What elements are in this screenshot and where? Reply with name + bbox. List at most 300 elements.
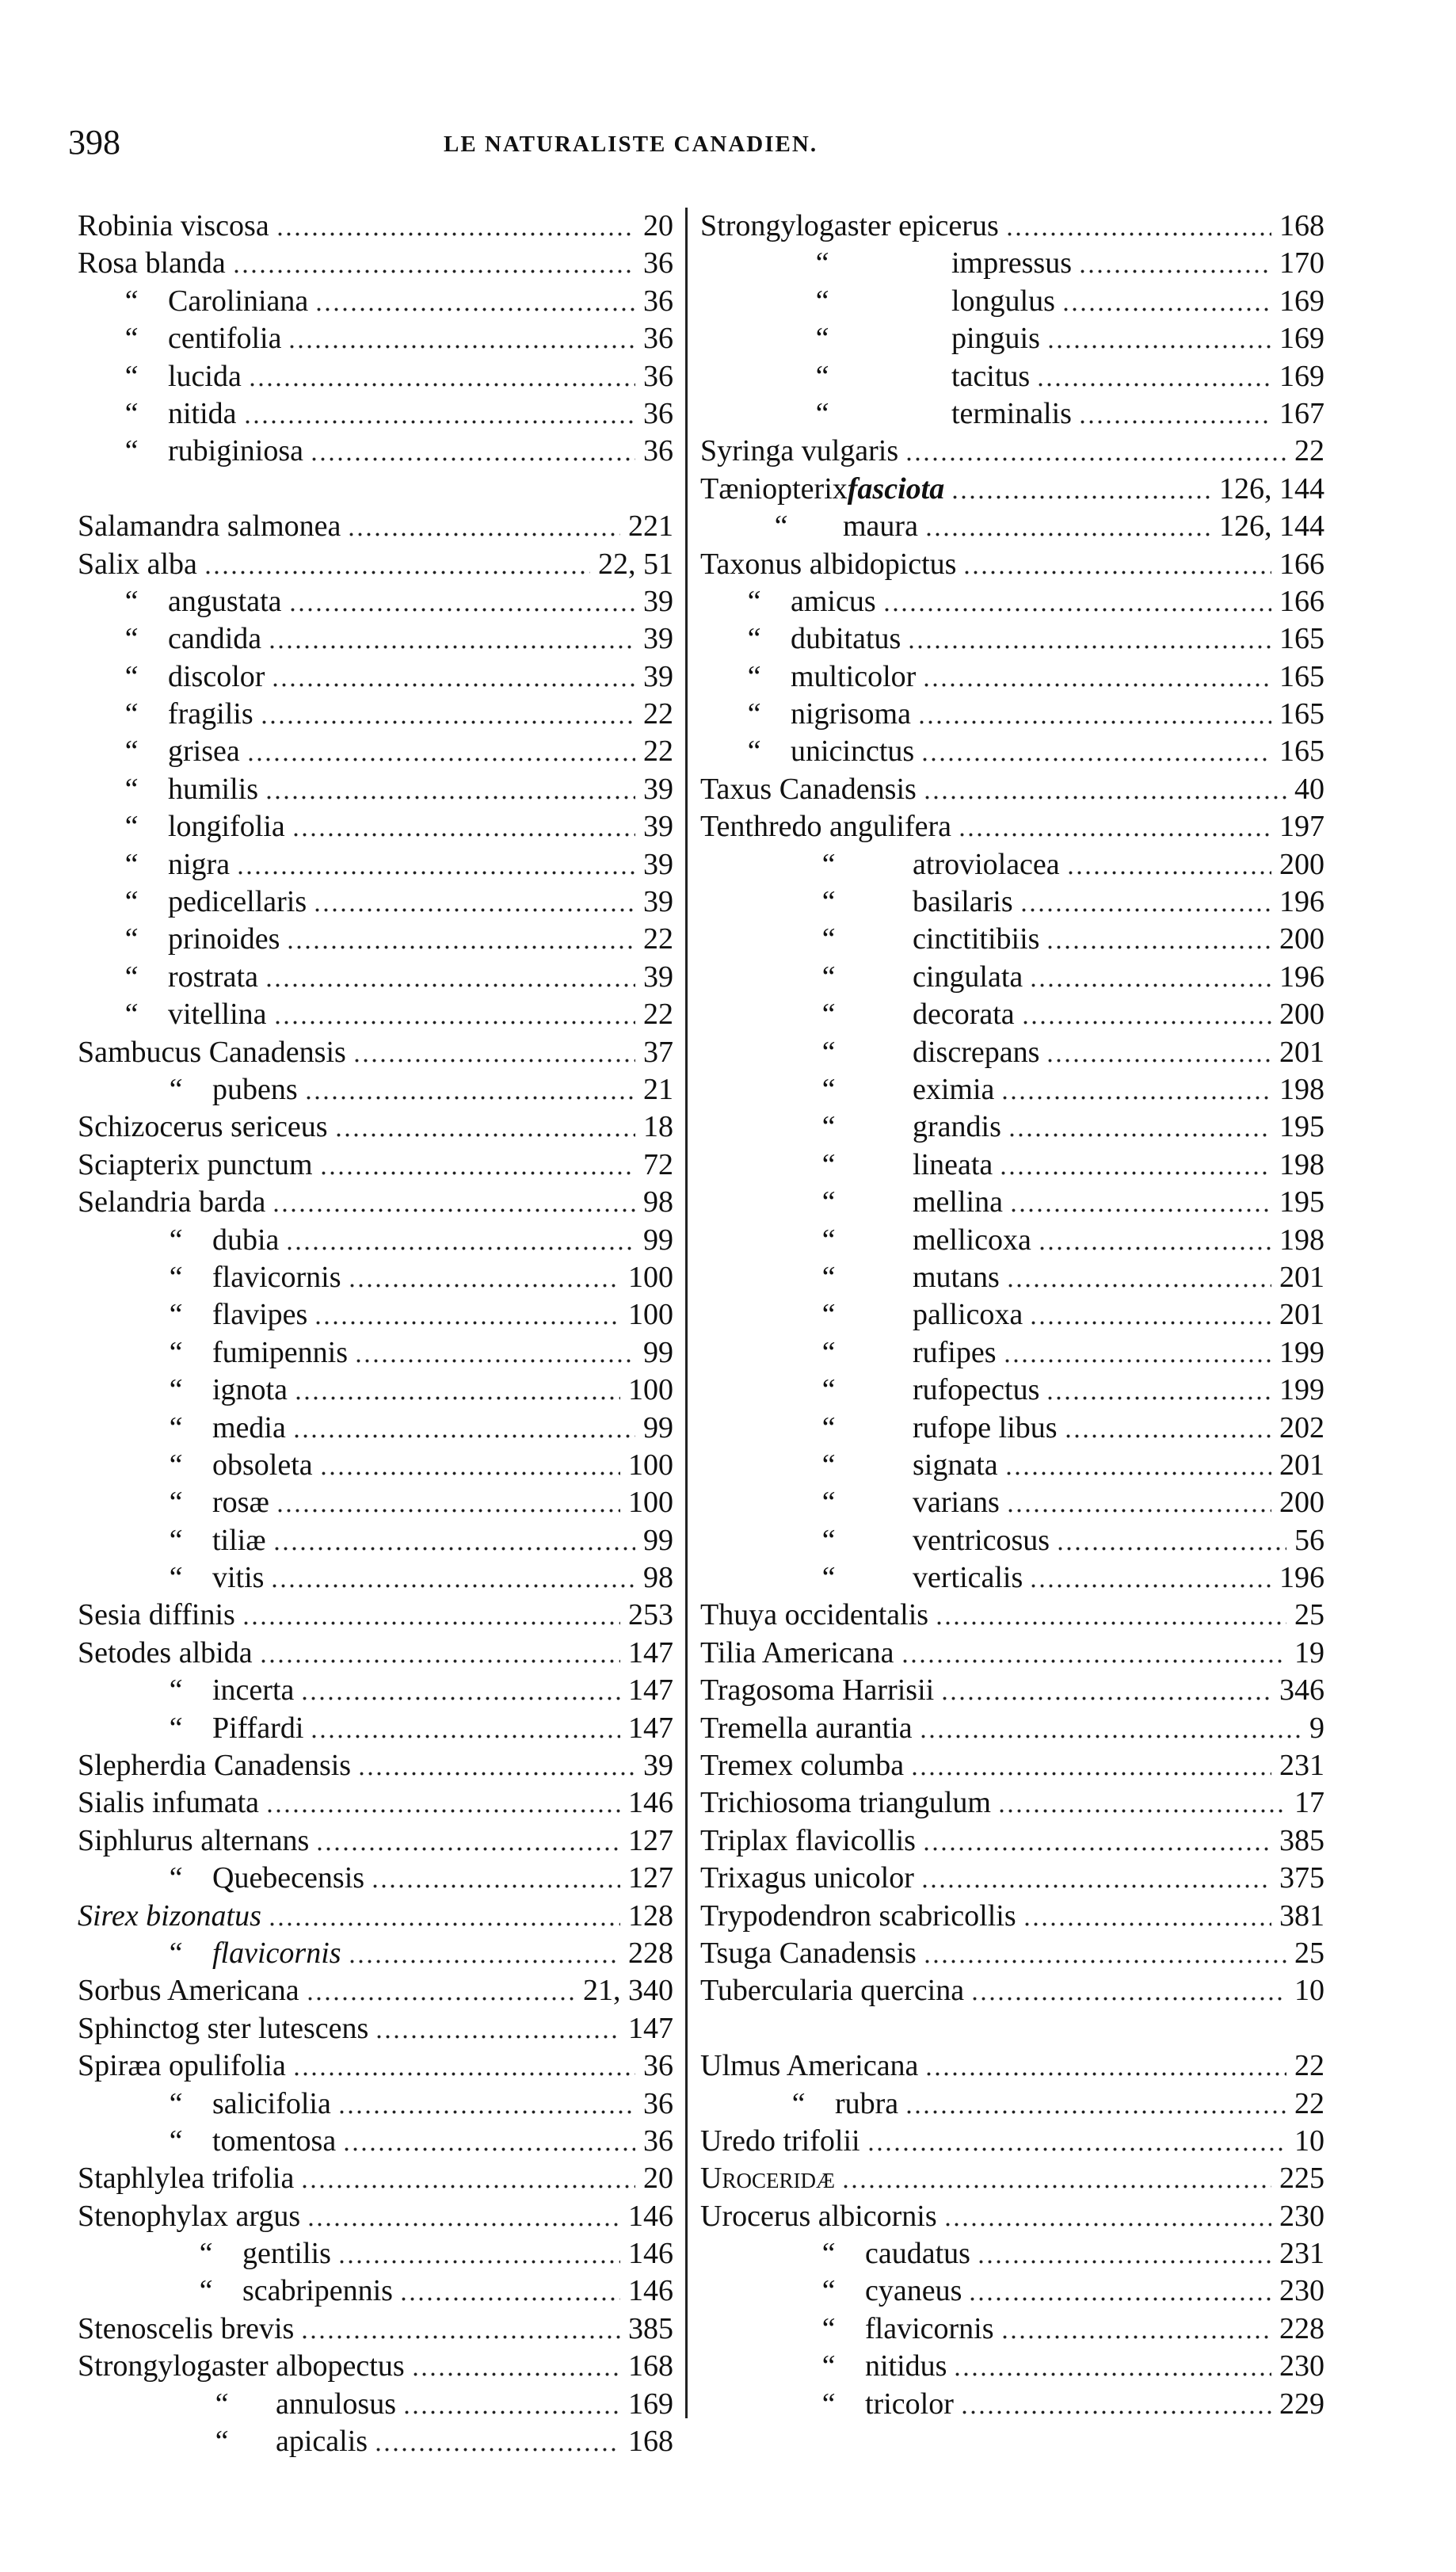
index-entry bbox=[700, 1784, 1325, 1822]
entry-name: “ rufopectus bbox=[819, 1373, 1040, 1407]
index-entry bbox=[700, 1522, 1325, 1559]
entry-name: “ longifolia bbox=[122, 810, 285, 844]
index-entry bbox=[78, 1898, 673, 1935]
index-entry bbox=[700, 733, 1325, 770]
dot-leader bbox=[411, 2372, 620, 2376]
entry-page-number: 100 bbox=[628, 1260, 673, 1294]
dot-leader bbox=[292, 2072, 635, 2076]
index-entry bbox=[700, 771, 1325, 808]
entry-page-number: 168 bbox=[628, 2349, 673, 2383]
entry-name: “ obsoleta bbox=[166, 1448, 313, 1482]
dot-leader bbox=[236, 871, 635, 875]
index-entry bbox=[78, 1597, 673, 1634]
dot-leader bbox=[1003, 1359, 1271, 1363]
entry-name: Tremex columba bbox=[700, 1749, 905, 1783]
index-entry bbox=[700, 1935, 1325, 1972]
entry-page-number: 128 bbox=[628, 1898, 673, 1933]
dot-leader bbox=[342, 2147, 635, 2151]
index-entry bbox=[78, 546, 673, 583]
index-entry bbox=[700, 320, 1325, 357]
entry-page-number: 100 bbox=[628, 1448, 673, 1482]
index-entry bbox=[700, 283, 1325, 320]
entry-name: “ pallicoxa bbox=[819, 1298, 1023, 1332]
entry-name: Trixagus unicolor bbox=[700, 1861, 914, 1895]
dot-leader bbox=[1006, 1284, 1271, 1288]
column-divider bbox=[685, 208, 688, 2418]
entry-page-number: 169 bbox=[1279, 322, 1325, 356]
entry-page-number: 36 bbox=[643, 359, 673, 393]
index-entry bbox=[700, 546, 1325, 583]
entry-name: “ humilis bbox=[122, 772, 259, 806]
section-spacer bbox=[700, 2010, 1325, 2047]
entry-name: “ verticalis bbox=[819, 1561, 1023, 1595]
entry-name: “ grisea bbox=[122, 735, 240, 769]
index-entry bbox=[700, 2198, 1325, 2235]
entry-name: “ tomentosa bbox=[166, 2124, 337, 2158]
dot-leader bbox=[1029, 1321, 1271, 1325]
entry-name: “ salicifolia bbox=[166, 2086, 331, 2120]
entry-name: Tsuga Canadensis bbox=[700, 1936, 917, 1970]
entry-page-number: 100 bbox=[628, 1486, 673, 1520]
dot-leader bbox=[265, 983, 635, 987]
entry-page-number: 195 bbox=[1279, 1185, 1325, 1219]
dot-leader bbox=[970, 1997, 1286, 2001]
index-entry bbox=[700, 1447, 1325, 1484]
index-entry bbox=[78, 433, 673, 470]
dot-leader bbox=[271, 683, 635, 687]
entry-page-number: 381 bbox=[1279, 1898, 1325, 1933]
entry-name: Stenoscelis brevis bbox=[78, 2311, 295, 2345]
running-title: LE NATURALISTE CANADIEN. bbox=[444, 132, 818, 157]
entry-name: “ flavicornis bbox=[819, 2311, 994, 2345]
entry-name: Tæniopterixfasciota bbox=[700, 471, 945, 506]
index-entry bbox=[78, 2348, 673, 2385]
entry-name: “ atroviolacea bbox=[819, 847, 1060, 881]
entry-page-number: 39 bbox=[643, 584, 673, 618]
entry-name: Trypodendron scabricollis bbox=[700, 1898, 1016, 1933]
index-entry bbox=[700, 2348, 1325, 2385]
entry-page-number: 200 bbox=[1279, 922, 1325, 956]
entry-name: “ rosæ bbox=[166, 1486, 269, 1520]
index-entry bbox=[700, 1484, 1325, 1521]
entry-name: “ rubiginiosa bbox=[122, 434, 303, 468]
dot-leader bbox=[259, 1659, 620, 1663]
dot-leader bbox=[306, 1997, 575, 2001]
index-entry bbox=[78, 1447, 673, 1484]
entry-page-number: 36 bbox=[643, 322, 673, 356]
entry-name: Robinia viscosa bbox=[78, 209, 269, 242]
entry-page-number: 20 bbox=[643, 2162, 673, 2196]
dot-leader bbox=[1006, 1509, 1271, 1513]
entry-page-number: 25 bbox=[1294, 1936, 1325, 1970]
entry-page-number: 147 bbox=[628, 2011, 673, 2045]
entry-name: “ vitis bbox=[166, 1561, 265, 1595]
dot-leader bbox=[920, 1884, 1271, 1888]
index-entry bbox=[78, 883, 673, 921]
dot-leader bbox=[960, 2410, 1271, 2414]
entry-name: Tilia Americana bbox=[700, 1635, 894, 1670]
entry-page-number: 36 bbox=[643, 246, 673, 280]
entry-page-number: 201 bbox=[1279, 1448, 1325, 1482]
index-entry bbox=[700, 508, 1325, 545]
dot-leader bbox=[294, 1396, 620, 1400]
index-entry bbox=[700, 433, 1325, 470]
index-column-left bbox=[78, 208, 673, 2460]
dot-leader bbox=[910, 1772, 1271, 1776]
dot-leader bbox=[285, 1246, 635, 1250]
entry-page-number: 22 bbox=[643, 697, 673, 731]
entry-page-number: 169 bbox=[628, 2387, 673, 2421]
index-entry bbox=[78, 2311, 673, 2348]
index-entry bbox=[700, 2235, 1325, 2272]
index-entry bbox=[700, 471, 1325, 508]
index-entry bbox=[700, 1898, 1325, 1935]
entry-page-number: 228 bbox=[628, 1936, 673, 1970]
dot-leader bbox=[1001, 2335, 1271, 2339]
entry-name: “ eximia bbox=[819, 1072, 995, 1106]
entry-name: Triplax flavicollis bbox=[700, 1823, 916, 1857]
index-entry bbox=[700, 1747, 1325, 1784]
index-entry bbox=[78, 733, 673, 770]
index-entry bbox=[700, 208, 1325, 245]
index-entry bbox=[78, 1635, 673, 1672]
entry-page-number: 230 bbox=[1279, 2199, 1325, 2233]
dot-leader bbox=[371, 1884, 620, 1888]
entry-name: Staphlylea trifolia bbox=[78, 2162, 295, 2196]
entry-page-number: 21 bbox=[643, 1072, 673, 1106]
entry-name: “ centifolia bbox=[122, 322, 282, 356]
entry-name: “ amicus bbox=[745, 584, 876, 618]
entry-page-number: 165 bbox=[1279, 659, 1325, 693]
dot-leader bbox=[920, 757, 1271, 761]
entry-name: Sambucus Canadensis bbox=[78, 1035, 346, 1069]
dot-leader bbox=[347, 532, 620, 536]
dot-leader bbox=[997, 1809, 1286, 1813]
entry-page-number: 196 bbox=[1279, 960, 1325, 994]
dot-leader bbox=[319, 1471, 620, 1475]
dot-leader bbox=[1001, 1096, 1271, 1100]
entry-name: “ longulus bbox=[813, 284, 1055, 318]
index-entry bbox=[700, 395, 1325, 433]
index-entry bbox=[78, 921, 673, 958]
index-entry bbox=[700, 1147, 1325, 1184]
index-entry bbox=[78, 1710, 673, 1747]
dot-leader bbox=[270, 1584, 635, 1588]
dot-leader bbox=[286, 945, 635, 949]
index-entry bbox=[78, 696, 673, 733]
index-entry bbox=[700, 245, 1325, 282]
entry-page-number: 147 bbox=[628, 1711, 673, 1745]
entry-page-number: 36 bbox=[643, 284, 673, 318]
dot-leader bbox=[935, 1621, 1286, 1625]
entry-name: “ tricolor bbox=[819, 2387, 954, 2421]
entry-page-number: 385 bbox=[1279, 1823, 1325, 1857]
entry-page-number: 199 bbox=[1279, 1373, 1325, 1407]
entry-page-number: 37 bbox=[643, 1035, 673, 1069]
index-entry bbox=[700, 921, 1325, 958]
index-entry bbox=[700, 2123, 1325, 2160]
index-entry bbox=[78, 1109, 673, 1146]
index-entry bbox=[700, 1222, 1325, 1259]
index-entry bbox=[700, 1184, 1325, 1221]
dot-leader bbox=[314, 1321, 620, 1325]
dot-leader bbox=[968, 2297, 1271, 2301]
entry-page-number: 126, 144 bbox=[1219, 471, 1325, 506]
dot-leader bbox=[310, 1734, 620, 1738]
index-entry bbox=[78, 1071, 673, 1109]
entry-name: “ ventricosus bbox=[819, 1523, 1050, 1557]
entry-name: “ mutans bbox=[819, 1260, 1000, 1294]
entry-name: “ media bbox=[166, 1410, 286, 1444]
index-entry bbox=[78, 1972, 673, 2009]
dot-leader bbox=[292, 1434, 635, 1438]
index-entry bbox=[700, 1635, 1325, 1672]
index-entry bbox=[700, 1334, 1325, 1372]
entry-page-number: 99 bbox=[643, 1523, 673, 1557]
entry-page-number: 36 bbox=[643, 2049, 673, 2083]
entry-page-number: 169 bbox=[1279, 284, 1325, 318]
entry-page-number: 146 bbox=[628, 2274, 673, 2308]
page-number: 398 bbox=[68, 123, 120, 162]
entry-name: “ nigrisoma bbox=[745, 697, 911, 731]
index-entry bbox=[700, 996, 1325, 1033]
entry-name: Thuya occidentalis bbox=[700, 1598, 929, 1632]
entry-name: “ flavicornis bbox=[166, 1936, 341, 1970]
dot-leader bbox=[905, 457, 1286, 461]
index-entry bbox=[78, 320, 673, 357]
index-entry bbox=[78, 2010, 673, 2047]
entry-page-number: 36 bbox=[643, 2086, 673, 2120]
index-entry bbox=[78, 508, 673, 545]
entry-name: “ decorata bbox=[819, 998, 1015, 1032]
dot-leader bbox=[905, 2110, 1286, 2114]
entry-page-number: 100 bbox=[628, 1373, 673, 1407]
entry-name: “ impressus bbox=[813, 246, 1072, 280]
index-entry bbox=[78, 996, 673, 1033]
entry-page-number: 19 bbox=[1294, 1635, 1325, 1670]
dot-leader bbox=[1066, 871, 1271, 875]
dot-leader bbox=[962, 570, 1271, 574]
entry-name: Tenthredo angulifera bbox=[700, 810, 952, 844]
entry-name: Tremella aurantia bbox=[700, 1711, 913, 1745]
entry-name: Strongylogaster albopectus bbox=[78, 2349, 405, 2383]
index-entry bbox=[700, 1372, 1325, 1409]
entry-name: Sphinctog ster lutescens bbox=[78, 2011, 369, 2045]
entry-page-number: 10 bbox=[1294, 2124, 1325, 2158]
dot-leader bbox=[348, 1960, 620, 1963]
index-entry bbox=[78, 2160, 673, 2197]
entry-page-number: 166 bbox=[1279, 584, 1325, 618]
entry-page-number: 39 bbox=[643, 659, 673, 693]
dot-leader bbox=[951, 495, 1211, 499]
entry-name: Sorbus Americana bbox=[78, 1974, 299, 2008]
index-entry bbox=[78, 2235, 673, 2272]
entry-page-number: 168 bbox=[628, 2425, 673, 2459]
dot-leader bbox=[319, 1171, 635, 1175]
entry-page-number: 127 bbox=[628, 1861, 673, 1895]
entry-name: “ rostrata bbox=[122, 960, 258, 994]
entry-page-number: 22 bbox=[643, 735, 673, 769]
entry-page-number: 195 bbox=[1279, 1110, 1325, 1144]
entry-name: Stenophylax argus bbox=[78, 2199, 301, 2233]
dot-leader bbox=[300, 2185, 635, 2188]
entry-page-number: 99 bbox=[643, 1335, 673, 1369]
index-entry bbox=[78, 2423, 673, 2460]
entry-page-number: 196 bbox=[1279, 885, 1325, 919]
entry-name: “ flavicornis bbox=[166, 1260, 341, 1294]
entry-name: “ Piffardi bbox=[166, 1711, 304, 1745]
entry-page-number: 147 bbox=[628, 1673, 673, 1708]
dot-leader bbox=[288, 345, 635, 349]
dot-leader bbox=[917, 720, 1271, 724]
entry-name: “ candida bbox=[122, 622, 262, 656]
dot-leader bbox=[337, 2110, 635, 2114]
entry-name: “ grandis bbox=[819, 1110, 1001, 1144]
dot-leader bbox=[1078, 269, 1271, 273]
dot-leader bbox=[260, 720, 635, 724]
entry-name: “ mellina bbox=[819, 1185, 1003, 1219]
index-entry bbox=[700, 583, 1325, 620]
dot-leader bbox=[1046, 1059, 1271, 1063]
dot-leader bbox=[923, 796, 1286, 799]
entry-name: “ pubens bbox=[166, 1072, 298, 1106]
index-entry bbox=[700, 1559, 1325, 1597]
entry-page-number: 170 bbox=[1279, 246, 1325, 280]
entry-page-number: 196 bbox=[1279, 1561, 1325, 1595]
dot-leader bbox=[313, 908, 635, 912]
dot-leader bbox=[242, 1621, 620, 1625]
index-entry bbox=[78, 620, 673, 658]
entry-page-number: 98 bbox=[643, 1185, 673, 1219]
entry-page-number: 25 bbox=[1294, 1598, 1325, 1632]
entry-page-number: 200 bbox=[1279, 998, 1325, 1032]
dot-leader bbox=[304, 1096, 635, 1100]
dot-leader bbox=[1046, 1396, 1271, 1400]
entry-page-number: 98 bbox=[643, 1561, 673, 1595]
entry-name: “ ignota bbox=[166, 1373, 288, 1407]
entry-name: “ lucida bbox=[122, 359, 242, 393]
entry-page-number: 39 bbox=[643, 847, 673, 881]
entry-name: “ discrepans bbox=[819, 1035, 1040, 1069]
entry-name: “ maura bbox=[772, 509, 918, 544]
entry-name: “ vitellina bbox=[122, 998, 267, 1032]
dot-leader bbox=[943, 2223, 1271, 2227]
entry-name: “ lineata bbox=[819, 1147, 993, 1181]
entry-page-number: 72 bbox=[643, 1147, 673, 1181]
entry-page-number: 39 bbox=[643, 772, 673, 806]
entry-name: “ prinoides bbox=[122, 922, 280, 956]
dot-leader bbox=[1062, 307, 1271, 311]
index-entry bbox=[700, 1672, 1325, 1709]
entry-page-number: 230 bbox=[1279, 2349, 1325, 2383]
dot-leader bbox=[273, 1021, 635, 1025]
dot-leader bbox=[901, 1659, 1286, 1663]
section-spacer bbox=[78, 471, 673, 508]
entry-page-number: 146 bbox=[628, 1786, 673, 1820]
index-entry bbox=[78, 1935, 673, 1972]
dot-leader bbox=[268, 1922, 620, 1926]
entry-name: “ apicalis bbox=[212, 2425, 368, 2459]
dot-leader bbox=[248, 383, 635, 387]
entry-page-number: 229 bbox=[1279, 2387, 1325, 2421]
dot-leader bbox=[310, 457, 635, 461]
entry-page-number: 231 bbox=[1279, 2237, 1325, 2271]
entry-name: “ scabripennis bbox=[196, 2274, 393, 2308]
entry-name: “ angustata bbox=[122, 584, 282, 618]
dot-leader bbox=[1021, 1021, 1271, 1025]
entry-name: “ nitida bbox=[122, 396, 237, 430]
index-column-right bbox=[700, 208, 1325, 2423]
dot-leader bbox=[977, 2260, 1271, 2264]
entry-page-number: 40 bbox=[1294, 772, 1325, 806]
index-entry bbox=[700, 1710, 1325, 1747]
entry-name: “ gentilis bbox=[196, 2237, 331, 2271]
entry-name: Strongylogaster epicerus bbox=[700, 209, 999, 242]
dot-leader bbox=[288, 608, 635, 612]
index-entry bbox=[78, 1822, 673, 1860]
entry-name: Sesia diffinis bbox=[78, 1598, 235, 1632]
entry-name: Sirex bizonatus bbox=[78, 1898, 261, 1933]
entry-name: “ cingulata bbox=[819, 960, 1023, 994]
index-entry bbox=[700, 2311, 1325, 2348]
entry-name: “ unicinctus bbox=[745, 735, 915, 769]
index-entry bbox=[78, 2386, 673, 2423]
dot-leader bbox=[204, 570, 590, 574]
entry-page-number: 199 bbox=[1279, 1335, 1325, 1369]
dot-leader bbox=[265, 796, 635, 799]
page-header bbox=[68, 119, 1415, 166]
index-entry bbox=[78, 283, 673, 320]
dot-leader bbox=[399, 2297, 620, 2301]
dot-leader bbox=[374, 2448, 620, 2452]
index-entry bbox=[78, 1522, 673, 1559]
dot-leader bbox=[246, 757, 635, 761]
dot-leader bbox=[1064, 1434, 1271, 1438]
entry-name: “ pinguis bbox=[813, 322, 1040, 356]
entry-name: Trichiosoma triangulum bbox=[700, 1786, 991, 1820]
entry-name: “ multicolor bbox=[745, 659, 917, 693]
dot-leader bbox=[273, 1547, 635, 1551]
entry-name: “ dubia bbox=[166, 1223, 280, 1257]
dot-leader bbox=[268, 645, 635, 649]
entry-page-number: 375 bbox=[1279, 1861, 1325, 1895]
index-entry bbox=[78, 2272, 673, 2310]
entry-page-number: 169 bbox=[1279, 359, 1325, 393]
dot-leader bbox=[375, 2035, 620, 2039]
entry-page-number: 126, 144 bbox=[1219, 509, 1325, 544]
entry-name: “ mellicoxa bbox=[819, 1223, 1031, 1257]
entry-name: “ annulosus bbox=[212, 2387, 396, 2421]
entry-page-number: 202 bbox=[1279, 1410, 1325, 1444]
entry-page-number: 228 bbox=[1279, 2311, 1325, 2345]
index-entry bbox=[78, 1559, 673, 1597]
entry-page-number: 22 bbox=[1294, 2086, 1325, 2120]
index-entry bbox=[700, 2272, 1325, 2310]
entry-name: “ cyaneus bbox=[819, 2274, 962, 2308]
entry-page-number: 99 bbox=[643, 1223, 673, 1257]
entry-page-number: 39 bbox=[643, 810, 673, 844]
dot-leader bbox=[1056, 1547, 1286, 1551]
entry-page-number: 165 bbox=[1279, 622, 1325, 656]
dot-leader bbox=[1020, 908, 1271, 912]
entry-page-number: 168 bbox=[1279, 209, 1325, 242]
dot-leader bbox=[353, 1059, 635, 1063]
entry-name: “ incerta bbox=[166, 1673, 295, 1708]
index-entry bbox=[78, 358, 673, 395]
entry-name: “ flavipes bbox=[166, 1298, 308, 1332]
entry-name: “ dubitatus bbox=[745, 622, 901, 656]
entry-page-number: 165 bbox=[1279, 697, 1325, 731]
